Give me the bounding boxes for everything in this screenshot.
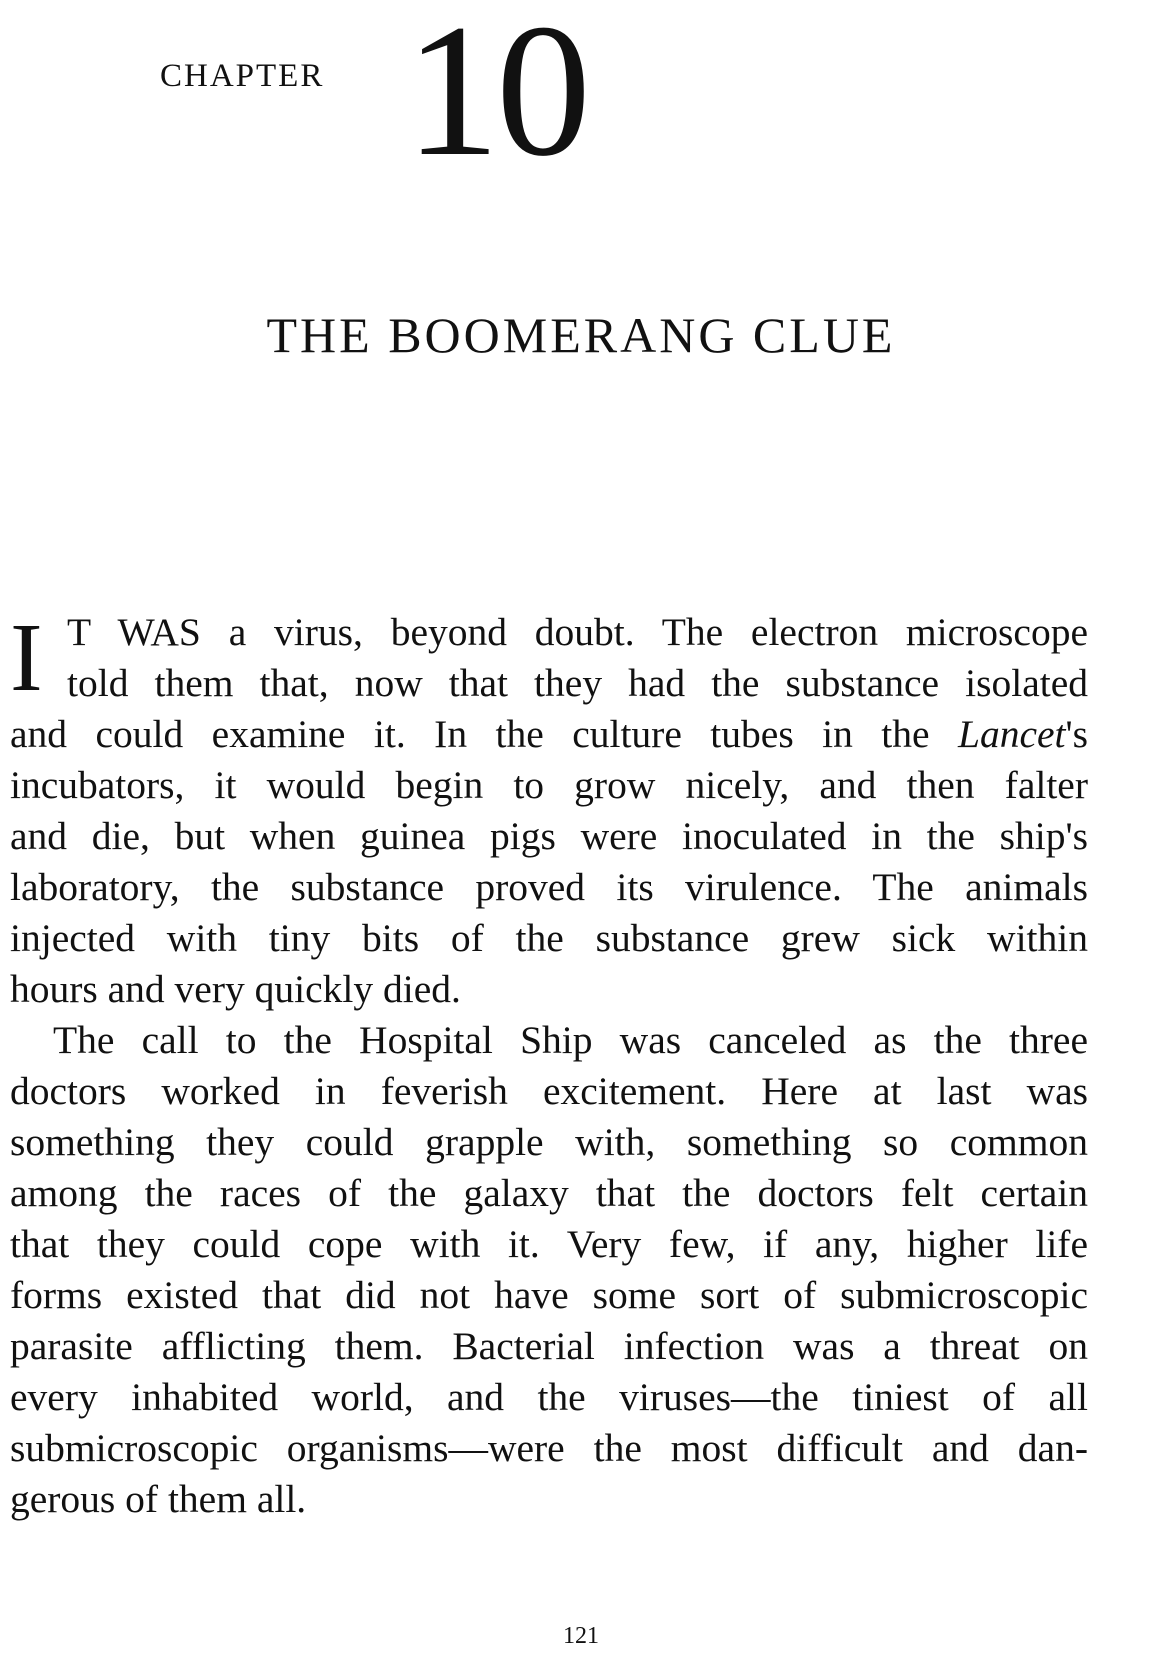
body-line — [10, 658, 1088, 709]
body-line: among the races of the galaxy that the doctors felt certain — [10, 1171, 1088, 1215]
body-line: injected with tiny bits of the substance grew sick within — [10, 916, 1088, 960]
chapter-heading — [160, 0, 680, 196]
body-line: gerous of them all. — [10, 1477, 307, 1521]
body-line: incubators, it would begin to grow nicely, and then falter — [10, 763, 1088, 807]
italic-title: Lancet — [957, 712, 1066, 756]
drop-cap: I — [10, 604, 43, 712]
body-line: laboratory, the substance proved its virulence. The animals — [10, 865, 1088, 909]
chapter-number: 10 — [405, 0, 587, 196]
line-text: 's — [1065, 712, 1088, 756]
body-line — [10, 709, 1088, 760]
body-line: every inhabited world, and the viruses—the tiniest of all — [10, 1375, 1088, 1419]
chapter-body — [10, 604, 1088, 1525]
body-line: something they could grapple with, something so common — [10, 1120, 1088, 1164]
body-line: that they could cope with it. Very few, if any, higher life — [10, 1222, 1088, 1266]
body-line: submicroscopic organisms—were the most difficult and dan- — [10, 1426, 1088, 1470]
line-text: told them that, now that they had the substance isolated — [67, 661, 1088, 705]
body-line: forms existed that did not have some sort of submicroscopic — [10, 1273, 1088, 1317]
body-line: hours and very quickly died. — [10, 967, 461, 1011]
body-line: and die, but when guinea pigs were inoculated in the ship's — [10, 814, 1088, 858]
line-text: and could examine it. In the culture tubes in the — [10, 712, 958, 756]
line-text: T WAS a virus, beyond doubt. The electron microscope — [67, 610, 1088, 654]
chapter-title: THE BOOMERANG CLUE — [266, 307, 896, 363]
body-line: doctors worked in feverish excitement. Here at last was — [10, 1069, 1088, 1113]
page-number: 121 — [563, 1623, 599, 1649]
body-line: The call to the Hospital Ship was canceled as the three — [53, 1018, 1088, 1062]
chapter-label: CHAPTER — [160, 58, 325, 94]
body-line: parasite afflicting them. Bacterial infection was a threat on — [10, 1324, 1088, 1368]
